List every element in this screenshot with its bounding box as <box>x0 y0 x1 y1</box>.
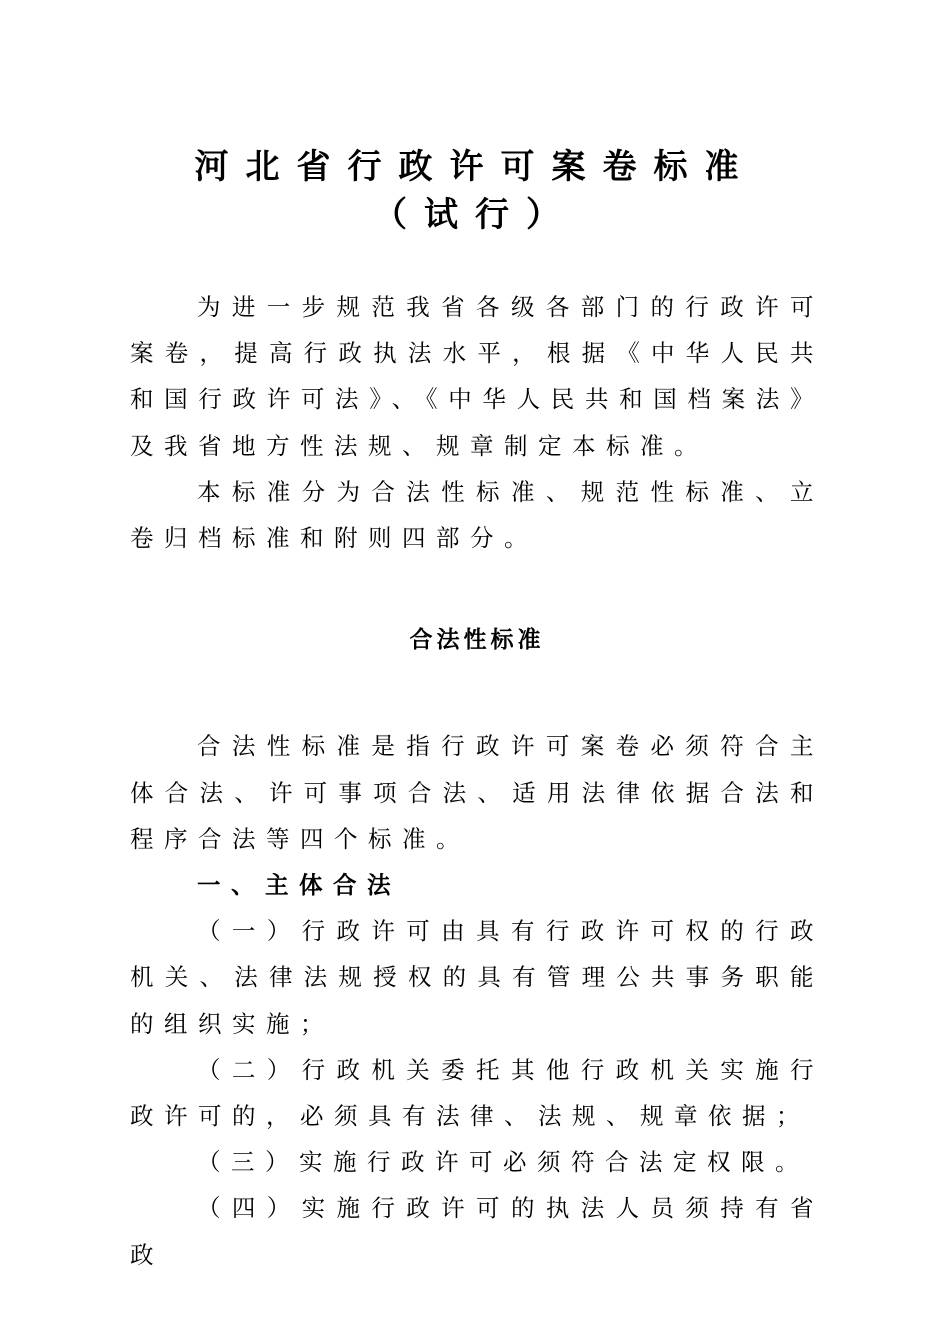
section-intro-paragraph: 合法性标准是指行政许可案卷必须符合主体合法、许可事项合法、适用法律依据合法和程序合法等四个标准。 <box>130 732 824 853</box>
list-item: （三）实施行政许可必须符合法定权限。 <box>197 1148 809 1177</box>
intro-paragraph: 为进一步规范我省各级各部门的行政许可案卷，提高行政执法水平，根据《中华人民共和国行政许可法》、《中华人民共和国档案法》及我省地方性法规、规章制定本标准。 <box>130 293 824 460</box>
intro-paragraph: 本标准分为合法性标准、规范性标准、立卷归档标准和附则四部分。 <box>130 477 824 553</box>
list-item: （二）行政机关委托其他行政机关实施行政许可的，必须具有法律、法规、规章依据； <box>130 1055 824 1131</box>
subsection-heading: 一、主体合法 <box>197 871 401 900</box>
section-heading: 合法性标准 <box>409 626 545 654</box>
document-title: 河北省行政许可案卷标准（试行） <box>194 147 756 235</box>
list-item: （四）实施行政许可的执法人员须持有省政 <box>130 1194 824 1269</box>
document-body <box>130 284 824 1278</box>
list-item: （一）行政许可由具有行政许可权的行政机关、法律法规授权的具有管理公共事务职能的组织实施； <box>130 917 824 1038</box>
